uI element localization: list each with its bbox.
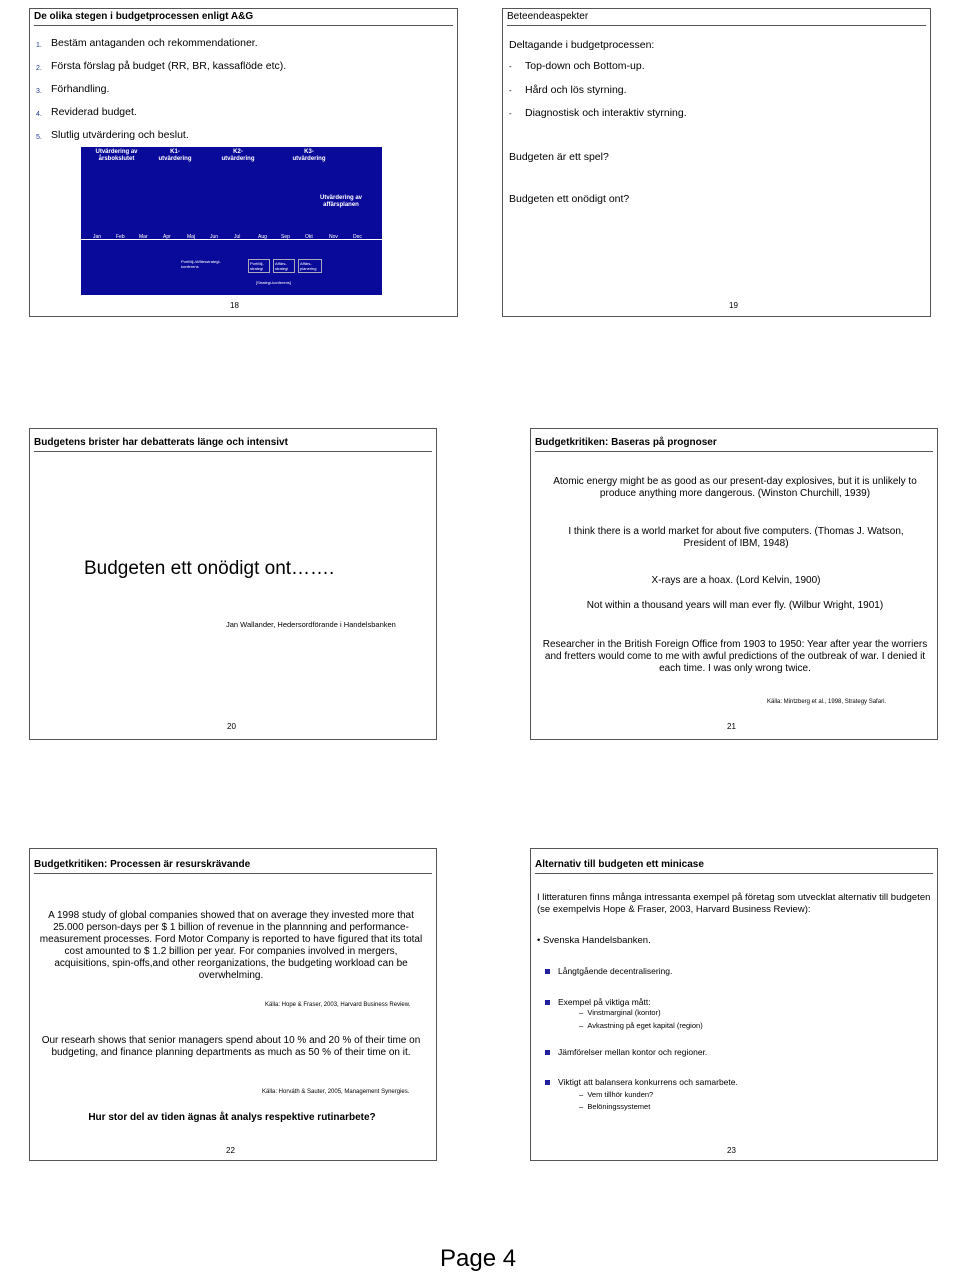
slide-number: 19: [729, 301, 738, 310]
slide-title: De olika stegen i budgetprocessen enligt A&G: [34, 11, 453, 26]
timeline-label: Utvärdering av affärsplanen: [319, 195, 362, 208]
page-footer: Page 4: [440, 1245, 517, 1272]
square-bullet-icon: [545, 1080, 550, 1085]
month-label: Jun: [210, 234, 219, 240]
slide-title: Beteendeaspekter: [507, 11, 926, 26]
strategy-conference-label: [Strategi-konferens]: [256, 280, 291, 285]
budget-timeline-diagram: [81, 147, 382, 295]
question-text: Budgeten är ett spel?: [509, 151, 609, 163]
list-item: Exempel på viktiga mått:: [545, 994, 651, 1010]
timeline-box: Portfölj-strategi: [248, 259, 270, 273]
timeline-label: K2-utvärdering: [221, 149, 255, 162]
slide-title: Budgetens brister har debatterats länge och intensivt: [34, 437, 432, 452]
square-bullet-icon: [545, 969, 550, 974]
quote-text: Not within a thousand years will man ever fly. (Wilbur Wright, 1901): [586, 600, 884, 611]
month-label: Feb: [116, 234, 125, 240]
main-statement: Budgeten ett onödigt ont…….: [84, 558, 335, 579]
sub-item: – Vinstmarginal (kontor): [579, 1008, 661, 1017]
month-label: Dec: [353, 234, 362, 240]
bullet-item: - Top-down och Bottom-up.: [509, 60, 645, 72]
slide-number: 22: [226, 1146, 235, 1155]
slide-title: Budgetkritiken: Processen är resurskrävande: [34, 859, 432, 874]
slide-title: Alternativ till budgeten ett minicase: [535, 859, 933, 874]
quote-text: Researcher in the British Foreign Office from 1903 to 1950: Year after year the worriers and fretters would come to me with awful predictions of the outbreak of war. I denied it each time. I was only wrong twice.: [542, 639, 928, 674]
source-citation: Källa: Hope & Fraser, 2003, Harvard Business Review.: [265, 1002, 411, 1008]
sub-item: – Vem tillhör kunden?: [579, 1090, 654, 1099]
quote-text: A 1998 study of global companies showed that on average they invested more that 25.000 person-days per $ 1 billion of revenue in the plannning and performance-measurement processes. Ford Motor Company is reported to have figured that its total cost amounted to $ 1.2 billion per year. For companies involved in mergers, acquisitions, spin-offs,and other reorganizations, the budgeting workload can be overwhelming.: [39, 910, 423, 981]
month-label: Mar: [139, 234, 148, 240]
square-bullet-icon: [545, 1000, 550, 1005]
slide-title: Budgetkritiken: Baseras på prognoser: [535, 437, 933, 452]
list-item: Långtgående decentralisering.: [545, 963, 672, 979]
steps-list: [36, 33, 286, 148]
timeline-box: Affärs-strategi: [273, 259, 295, 273]
month-label: Sep: [281, 234, 290, 240]
bullet-item: • Svenska Handelsbanken.: [537, 935, 651, 946]
attribution: Jan Wallander, Hedersordförande i Handelsbanken: [226, 620, 396, 629]
sub-item: – Avkastning på eget kapital (region): [579, 1021, 703, 1030]
quote-text: X-rays are a hoax. (Lord Kelvin, 1900): [651, 575, 821, 586]
slide-23: [530, 848, 938, 1161]
source-citation: Källa: Horváth & Sauter, 2005, Management Synergies.: [262, 1089, 410, 1095]
portfolio-note: Portfölj-/Affärsstrategi-konferens: [181, 259, 221, 269]
list-item: Jämförelser mellan kontor och regioner.: [545, 1044, 707, 1060]
timeline-box: Affärs-planering: [298, 259, 322, 273]
slide-number: 18: [230, 301, 239, 310]
slide-19: [502, 8, 931, 317]
sub-item: – Belöningssystemet: [579, 1102, 651, 1111]
quote-text: I think there is a world market for about five computers. (Thomas J. Watson, President of IBM, 1948): [568, 526, 904, 549]
slide-number: 21: [727, 722, 736, 731]
question-text: Hur stor del av tiden ägnas åt analys respektive rutinarbete?: [88, 1112, 376, 1123]
month-label: Apr: [163, 234, 171, 240]
slide-number: 23: [727, 1146, 736, 1155]
list-item: Viktigt att balansera konkurrens och samarbete.: [545, 1074, 738, 1090]
bullet-item: - Hård och lös styrning.: [509, 84, 627, 96]
intro-text: I litteraturen finns många intressanta exempel på företag som utvecklat alternativ till budgeten (se exempelvis Hope & Fraser, 2003, Harvard Business Review):: [537, 892, 931, 915]
question-text: Budgeten ett onödigt ont?: [509, 193, 630, 205]
timeline-label: K1-utvärdering: [158, 149, 192, 162]
slide-21: [530, 428, 938, 740]
list-item: 5. Slutlig utvärdering och beslut.: [36, 129, 189, 141]
list-item: 3. Förhandling.: [36, 83, 110, 95]
month-label: Okt: [305, 234, 313, 240]
month-label: Maj: [187, 234, 196, 240]
slide-number: 20: [227, 722, 236, 731]
timeline-label: K3-utvärdering: [292, 149, 326, 162]
quote-text: Our researh shows that senior managers spend about 10 % and 20 % of their time on budgeting, and finance planning departments as much as 50 % of their time on it.: [41, 1035, 421, 1058]
bullet-item: - Diagnostisk och interaktiv styrning.: [509, 107, 687, 119]
timeline-label: Utvärdering av årsbokslutet: [95, 149, 138, 162]
square-bullet-icon: [545, 1050, 550, 1055]
slide-22: [29, 848, 437, 1161]
list-item: 4. Reviderad budget.: [36, 106, 137, 118]
quote-text: Atomic energy might be as good as our present-day explosives, but it is unlikely to produce anything more dangerous. (Winston Churchill, 1939): [553, 476, 917, 499]
source-citation: Källa: Mintzberg et al., 1998, Strategy Safari.: [767, 699, 887, 705]
month-label: Jul: [234, 234, 241, 240]
slide-20: [29, 428, 437, 740]
intro-text: Deltagande i budgetprocessen:: [509, 39, 655, 51]
month-label: Jan: [93, 234, 102, 240]
list-item: 2. Första förslag på budget (RR, BR, kassaflöde etc).: [36, 60, 287, 72]
month-label: Nov: [329, 234, 338, 240]
month-label: Aug: [258, 234, 267, 240]
list-item: 1. Bestäm antaganden och rekommendationer.: [36, 37, 258, 49]
